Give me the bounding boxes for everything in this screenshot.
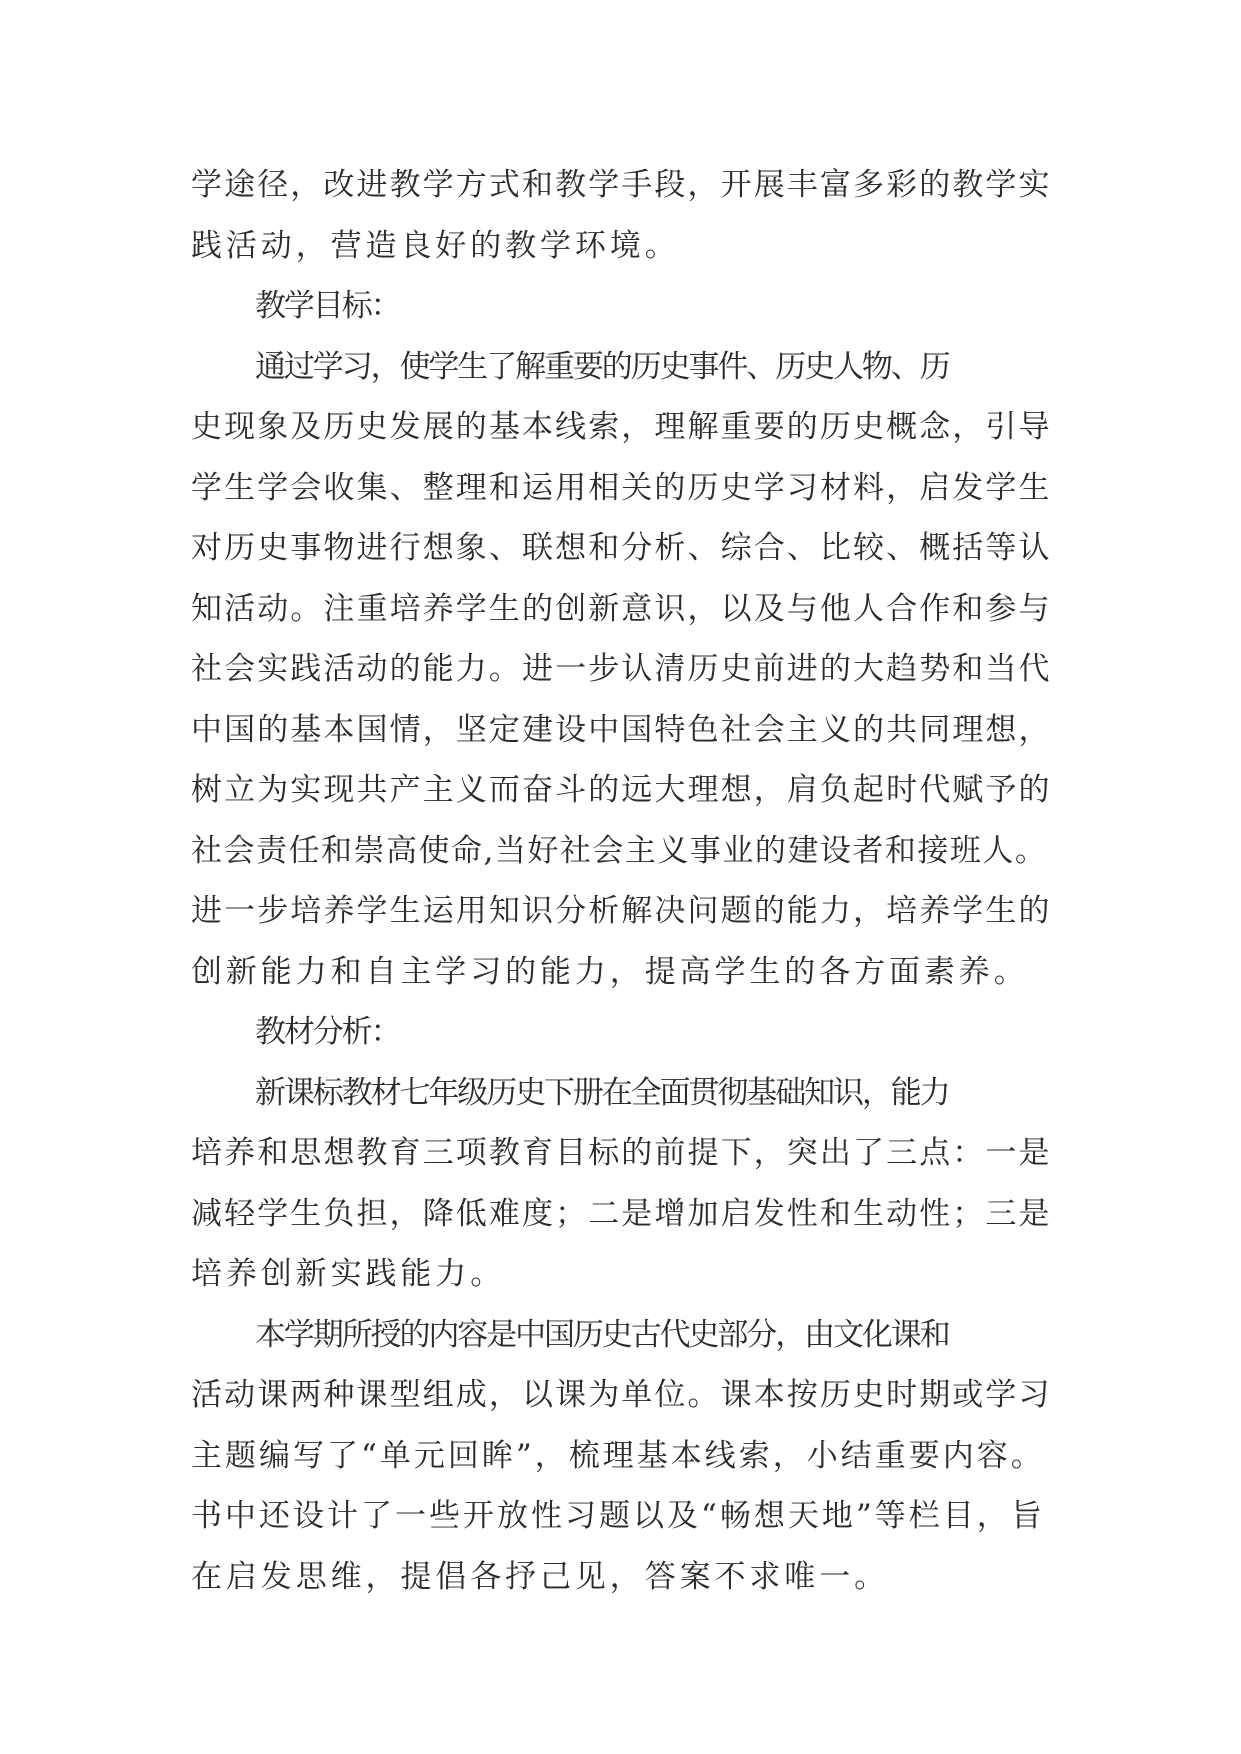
text-line: 培养创新实践能力。 xyxy=(191,1256,506,1292)
text-line: 通过学习，使学生了解重要的历史事件、历史人物、历 xyxy=(255,348,949,385)
text-line: 减轻学生负担，降低难度；二是增加启发性和生动性；三是 xyxy=(191,1195,1052,1232)
text-line: 知活动。注重培养学生的创新意识，以及与他人合作和参与 xyxy=(191,590,1052,627)
text-line: 教学目标： xyxy=(255,288,400,324)
text-line: 中国的基本国情，坚定建设中国特色社会主义的共同理想， xyxy=(191,711,1052,748)
paragraph xyxy=(191,155,1051,276)
text-line: 本学期所授的内容是中国历史古代史部分，由文化课和 xyxy=(255,1316,949,1353)
text-line: 践活动，营造良好的教学环境。 xyxy=(191,227,680,264)
text-line: 创新能力和自主学习的能力，提高学生的各方面素养。 xyxy=(191,953,1029,990)
text-line: 活动课两种课型组成，以课为单位。课本按历史时期或学习 xyxy=(191,1377,1052,1413)
text-line: 进一步培养学生运用知识分析解决问题的能力，培养学生的 xyxy=(191,893,1052,929)
paragraph xyxy=(191,337,1051,1003)
section-heading xyxy=(191,276,1051,337)
text-line: 社会责任和崇高使命,当好社会主义事业的建设者和接班人。 xyxy=(191,832,1048,869)
text-line: 学生学会收集、整理和运用相关的历史学习材料，启发学生 xyxy=(191,469,1052,506)
body-text xyxy=(191,155,1051,1607)
text-line: 教材分析： xyxy=(255,1014,400,1050)
paragraph xyxy=(191,1305,1051,1608)
text-line: 社会实践活动的能力。进一步认清历史前进的大趋势和当代 xyxy=(191,651,1052,687)
text-line: 树立为实现共产主义而奋斗的远大理想，肩负起时代赋予的 xyxy=(191,772,1052,808)
text-line: 主题编写了“单元回眸”，梳理基本线索，小结重要内容。 xyxy=(191,1437,1045,1474)
text-line: 新课标教材七年级历史下册在全面贯彻基础知识，能力 xyxy=(255,1074,949,1111)
text-line: 在启发思维，提倡各抒己见，答案不求唯一。 xyxy=(191,1558,889,1595)
text-line: 史现象及历史发展的基本线索，理解重要的历史概念，引导 xyxy=(191,409,1052,445)
text-line: 学途径，改进教学方式和教学手段，开展丰富多彩的教学实 xyxy=(191,167,1052,203)
text-line: 对历史事物进行想象、联想和分析、综合、比较、概括等认 xyxy=(191,530,1052,566)
paragraph xyxy=(191,1063,1051,1305)
text-line: 书中还设计了一些开放性习题以及“畅想天地”等栏目，旨 xyxy=(191,1498,1045,1534)
text-line: 培养和思想教育三项教育目标的前提下，突出了三点：一是 xyxy=(191,1135,1052,1171)
section-heading xyxy=(191,1002,1051,1063)
